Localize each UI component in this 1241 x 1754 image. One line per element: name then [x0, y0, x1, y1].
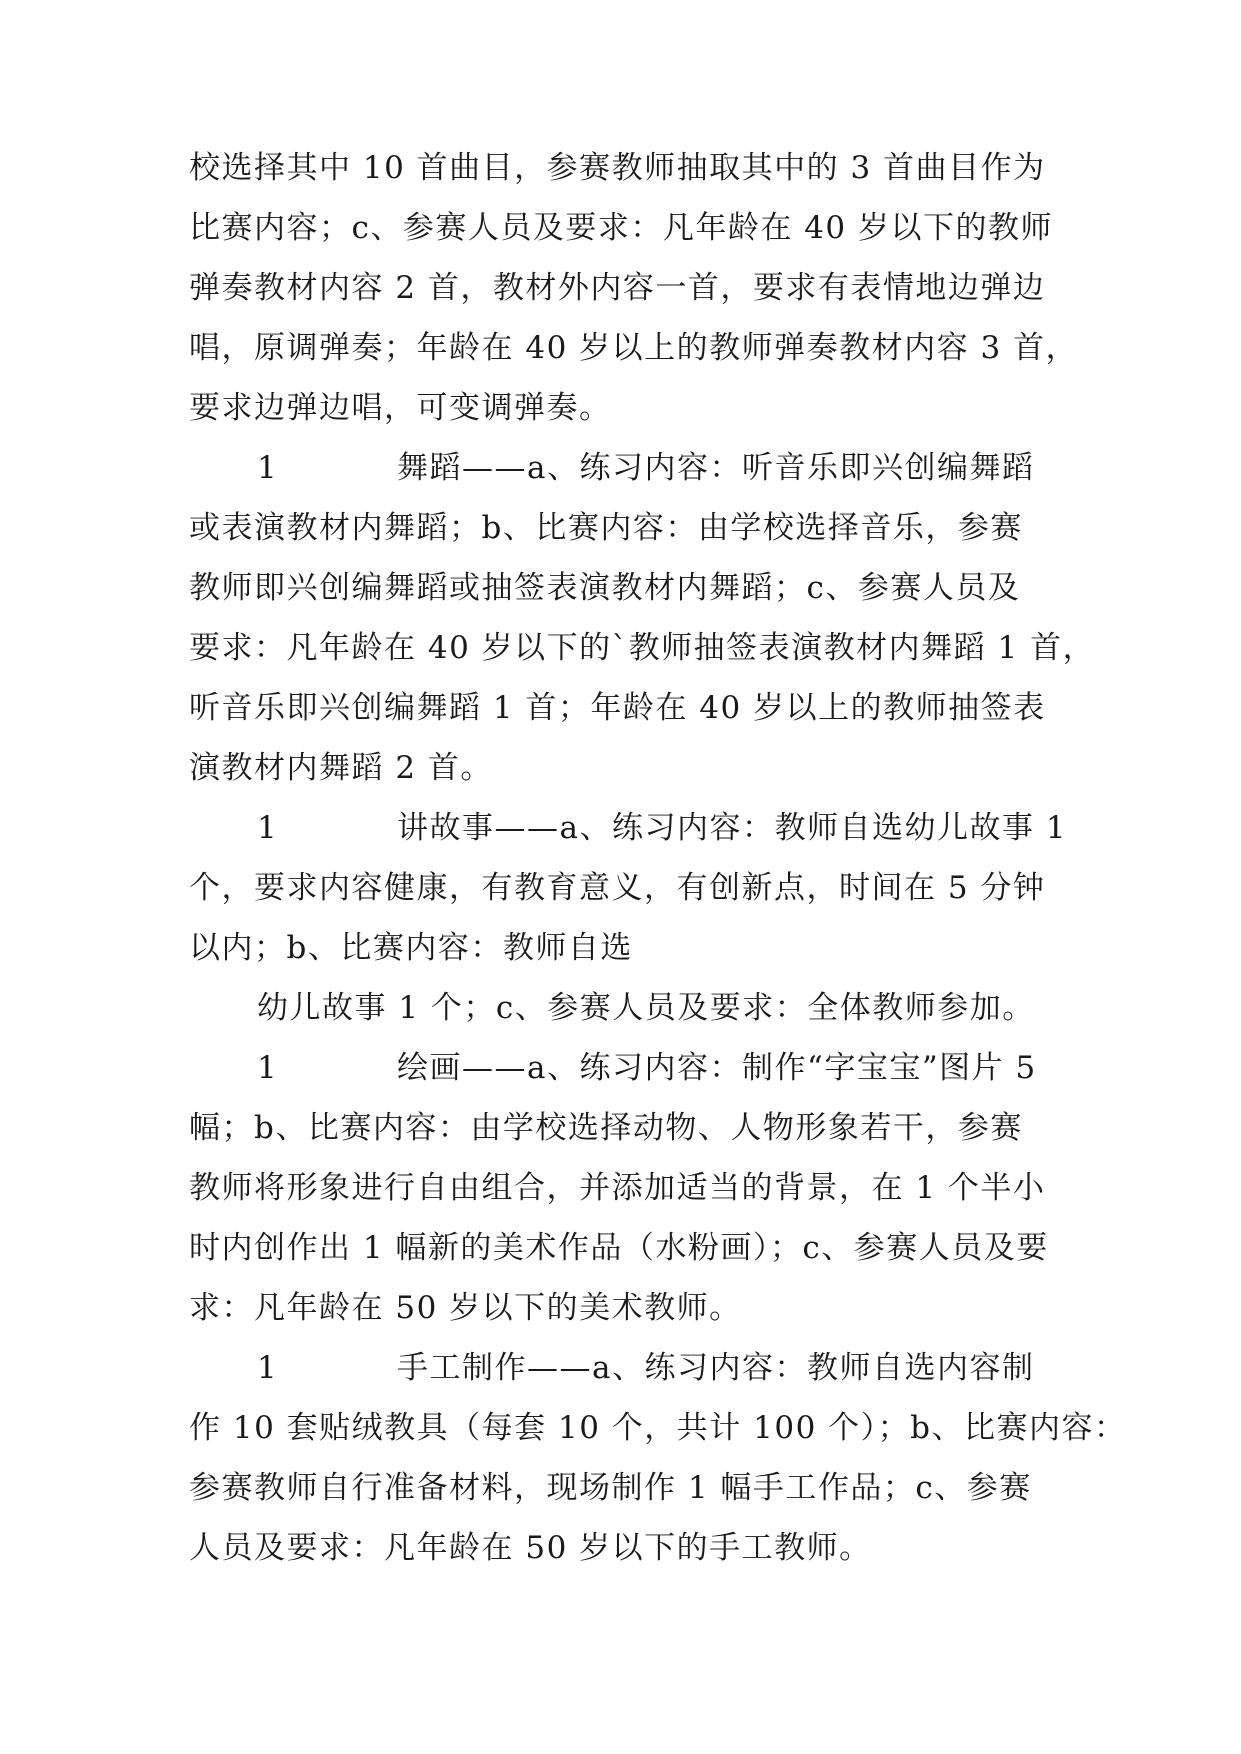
text-line: 要求边弹边唱，可变调弹奏。	[189, 390, 612, 426]
text-line: 以内；b、比赛内容：教师自选	[189, 930, 633, 966]
text-line: 幼儿故事 1 个；c、参赛人员及要求：全体教师参加。	[257, 990, 1035, 1026]
text-line: 唱，原调弹奏；年龄在 40 岁以上的教师弹奏教材内容 3 首，	[189, 330, 1079, 366]
text-line: 舞蹈——a、练习内容：听音乐即兴创编舞蹈	[397, 450, 1035, 486]
list-marker: 1	[257, 1350, 279, 1386]
text-line: 要求：凡年龄在 40 岁以下的`教师抽签表演教材内舞蹈 1 首，	[189, 630, 1096, 666]
text-line: 教师将形象进行自由组合，并添加适当的背景，在 1 个半小	[189, 1170, 1046, 1206]
text-line: 幅；b、比赛内容：由学校选择动物、人物形象若干，参赛	[189, 1110, 1023, 1146]
text-line: 个，要求内容健康，有教育意义，有创新点，时间在 5 分钟	[189, 870, 1046, 906]
text-line: 讲故事——a、练习内容：教师自选幼儿故事 1	[397, 810, 1068, 846]
text-line: 参赛教师自行准备材料，现场制作 1 幅手工作品；c、参赛	[189, 1470, 1032, 1506]
text-line: 或表演教材内舞蹈；b、比赛内容：由学校选择音乐，参赛	[189, 510, 1023, 546]
text-line: 求：凡年龄在 50 岁以下的美术教师。	[189, 1290, 742, 1326]
list-item-first-line	[257, 446, 1034, 490]
text-line: 听音乐即兴创编舞蹈 1 首；年龄在 40 岁以上的教师抽签表	[189, 690, 1046, 726]
text-line: 校选择其中 10 首曲目，参赛教师抽取其中的 3 首曲目作为	[189, 150, 1046, 186]
text-line: 教师即兴创编舞蹈或抽签表演教材内舞蹈；c、参赛人员及	[189, 570, 1021, 606]
text-line: 演教材内舞蹈 2 首。	[189, 750, 493, 786]
text-line: 比赛内容；c、参赛人员及要求：凡年龄在 40 岁以下的教师	[189, 210, 1054, 246]
list-item-first-line	[257, 1046, 1037, 1090]
list-marker: 1	[257, 810, 279, 846]
text-line: 绘画——a、练习内容：制作“字宝宝”图片 5	[397, 1050, 1037, 1086]
list-item-first-line	[257, 1346, 1034, 1390]
list-item-first-line	[257, 806, 1067, 850]
text-line: 时内创作出 1 幅新的美术作品（水粉画）；c、参赛人员及要	[189, 1230, 1049, 1266]
text-line: 人员及要求：凡年龄在 50 岁以下的手工教师。	[189, 1530, 872, 1566]
text-line: 作 10 套贴绒教具（每套 10 个，共计 100 个）；b、比赛内容：	[189, 1410, 1127, 1446]
list-marker: 1	[257, 1050, 279, 1086]
list-marker: 1	[257, 450, 279, 486]
text-line: 弹奏教材内容 2 首，教材外内容一首，要求有表情地边弹边	[189, 270, 1046, 306]
text-line: 手工制作——a、练习内容：教师自选内容制	[397, 1350, 1035, 1386]
